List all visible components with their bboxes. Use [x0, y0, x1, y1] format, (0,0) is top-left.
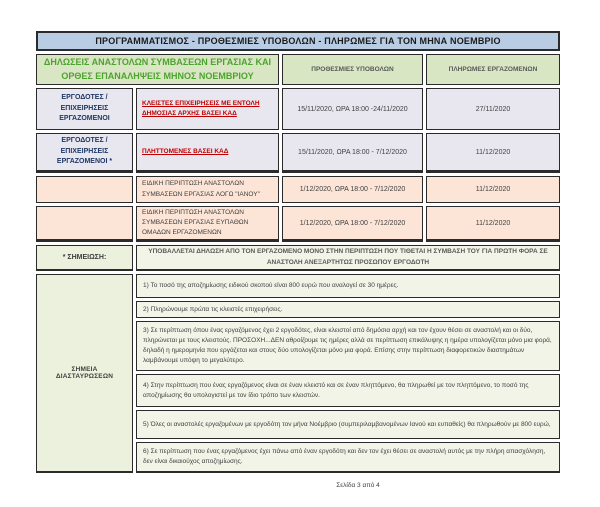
schedule-table [33, 28, 563, 476]
row3-who-cell [36, 176, 133, 203]
table-row [36, 133, 560, 173]
cross-check-point-1: 1) Το ποσό της αποζημίωσης ειδικού σκοπού είναι 800 ευρώ που αναλογεί σε 30 ημέρες. [136, 274, 560, 298]
row4-deadline-cell: 1/12/2020, ΩΡΑ 18:00 - 7/12/2020 [282, 206, 423, 242]
cross-checks-label: ΣΗΜΕΙΑ ΔΙΑΣΤΑΥΡΩΣΕΩΝ [36, 274, 133, 473]
row3-category-cell: ΕΙΔΙΚΗ ΠΕΡΙΠΤΩΣΗ ΑΝΑΣΤΟΛΩΝ ΣΥΜΒΑΣΕΩΝ ΕΡΓΑΣΙΑΣ ΛΟΓΩ "ΙΑΝΟΥ" [136, 176, 279, 203]
point-row [36, 274, 560, 298]
cross-check-point-6: 6) Σε περίπτωση που ένας εργαζόμενος έχει πάνω από έναν εργοδότη και δεν τον έχει θέσει σε αναστολή αυτός με την πλήρη απασχόληση, δεν είναι δικαιούχος αποζημίωσης. [136, 442, 560, 473]
table-row [36, 176, 560, 203]
note-label: * ΣΗΜΕΙΩΣΗ: [36, 245, 133, 271]
cross-check-point-2: 2) Πληρώνουμε πρώτα τις κλειστές επιχειρήσεις. [136, 301, 560, 318]
row4-payment-cell: 11/12/2020 [426, 206, 560, 242]
page-title: ΠΡΟΓΡΑΜΜΑΤΙΣΜΟΣ - ΠΡΟΘΕΣΜΙΕΣ ΥΠΟΒΟΛΩΝ - ΠΛΗΡΩΜΕΣ ΓΙΑ ΤΟΝ ΜΗΝΑ ΝΟΕΜΒΡΙΟ [36, 31, 560, 51]
cross-check-point-4: 4) Στην περίπτωση που ένας εργαζόμενος είναι σε έναν κλειστό και σε έναν πληττόμενο, θα πληρωθεί με τον πληττόμενο, το ποσό της αποζημίωσης θα υπολογιστεί με τον ίδιο τρόπο των κλειστών. [136, 374, 560, 407]
cross-check-point-5: 5) Όλες οι αναστολές εργαζομένων με εργοδότη τον μήνα Νοέμβριο (συμπεριλαμβανομένων Ιανού και ευπαθείς) θα πληρωθούν με 800 ευρώ, [136, 410, 560, 439]
column-header-payments: ΠΛΗΡΩΜΕΣ ΕΡΓΑΖΟΜΕΝΩΝ [426, 54, 560, 85]
document-sheet [33, 28, 563, 476]
cross-check-point-3: 3) Σε περίπτωση όπου ένας εργαζόμενος έχει 2 εργοδότες, είναι κλειστοί από δημόσια αρχή και τον έχουν θέσει σε αναστολή και οι δύο, πληρώνεται με τους κλειστούς. ΠΡΟΣΟΧΗ...ΔΕΝ αθροίζουμε τις ημέρες αλλά σε περίπτωση επικάλυψης η ημέρα υπολογίζεται μόνο μια φορά, δηλαδή η ημερομηνία που εργάζεται και στους δύο υπολογίζεται μόνο μια φορά. Επίσης στην περίπτωση διαφορετικών διαστημάτων λαμβάνουμε υπόψη το μεγαλύτερο. [136, 321, 560, 371]
column-header-declarations: ΔΗΛΩΣΕΙΣ ΑΝΑΣΤΟΛΩΝ ΣΥΜΒΑΣΕΩΝ ΕΡΓΑΣΙΑΣ ΚΑΙ ΟΡΘΕΣ ΕΠΑΝΑΛΗΨΕΙΣ ΜΗΝΟΣ ΝΟΕΜΒΡΙΟΥ [36, 54, 279, 85]
row3-payment-cell: 11/12/2020 [426, 176, 560, 203]
row2-who-cell: ΕΡΓΟΔΟΤΕΣ / ΕΠΙΧΕΙΡΗΣΕΙΣ ΕΡΓΑΖΟΜΕΝΟΙ * [36, 133, 133, 173]
column-header-deadlines: ΠΡΟΘΕΣΜΙΕΣ ΥΠΟΒΟΛΩΝ [282, 54, 423, 85]
row4-category-cell: ΕΙΔΙΚΗ ΠΕΡΙΠΤΩΣΗ ΑΝΑΣΤΟΛΩΝ ΣΥΜΒΑΣΕΩΝ ΕΡΓΑΣΙΑΣ ΕΥΠΑΘΩΝ ΟΜΑΔΩΝ ΕΡΓΑΖΟΜΕΝΩΝ [136, 206, 279, 242]
table-row [36, 88, 560, 130]
row1-payment-cell: 27/11/2020 [426, 88, 560, 130]
page-number: Σελίδα 3 από 4 [336, 482, 380, 489]
row4-who-cell [36, 206, 133, 242]
row2-deadline-cell: 15/11/2020, ΩΡΑ 18:00 - 7/12/2020 [282, 133, 423, 173]
row1-category-cell: ΚΛΕΙΣΤΕΣ ΕΠΙΧΕΙΡΗΣΕΙΣ ΜΕ ΕΝΤΟΛΗ ΔΗΜΟΣΙΑΣ ΑΡΧΗΣ ΒΑΣΕΙ ΚΑΔ [136, 88, 279, 130]
table-row [36, 206, 560, 242]
row2-category-cell: ΠΛΗΤΤΟΜΕΝΕΣ ΒΑΣΕΙ ΚΑΔ [136, 133, 279, 173]
row3-deadline-cell: 1/12/2020, ΩΡΑ 18:00 - 7/12/2020 [282, 176, 423, 203]
note-text: ΥΠΟΒΑΛΛΕΤΑΙ ΔΗΛΩΣΗ ΑΠΟ ΤΟΝ ΕΡΓΑΖΟΜΕΝΟ ΜΟΝΟ ΣΤΗΝ ΠΕΡΙΠΤΩΣΗ ΠΟΥ ΤΙΘΕΤΑΙ Η ΣΥΜΒΑΣΗ ΤΟΥ ΓΙΑ ΠΡΩΤΗ ΦΟΡΑ ΣΕ ΑΝΑΣΤΟΛΗ ΑΝΕΞΑΡΤΗΤΩΣ ΠΡΟΣΩΠΟΥ ΕΡΓΟΔΟΤΗ [136, 245, 560, 271]
row1-who-cell: ΕΡΓΟΔΟΤΕΣ / ΕΠΙΧΕΙΡΗΣΕΙΣ ΕΡΓΑΖΟΜΕΝΟΙ [36, 88, 133, 130]
note-row [36, 245, 560, 271]
row1-deadline-cell: 15/11/2020, ΩΡΑ 18:00 -24/11/2020 [282, 88, 423, 130]
row2-payment-cell: 11/12/2020 [426, 133, 560, 173]
